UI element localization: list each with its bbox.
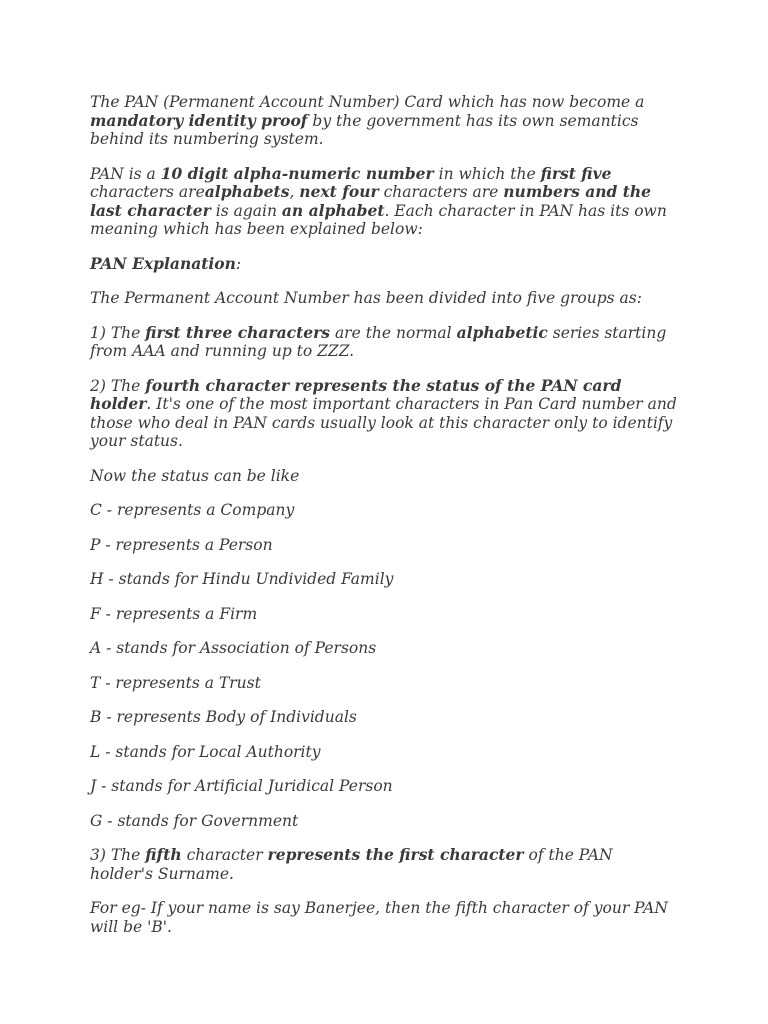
point-2: 2) The fourth character represents the status of the PAN card holder. It's one of the most important characters in Pan Card number and those who deal in PAN cards usually look at this character only to identify your status. bbox=[90, 375, 677, 450]
status-item: P - represents a Person bbox=[90, 535, 273, 554]
status-item: B - represents Body of Individuals bbox=[90, 708, 357, 726]
section-heading: PAN Explanation: bbox=[90, 253, 242, 273]
status-item: H - stands for Hindu Undivided Family bbox=[90, 570, 394, 588]
status-item: J - stands for Artificial Juridical Person bbox=[90, 777, 393, 795]
status-item: A - stands for Association of Persons bbox=[90, 639, 377, 657]
status-item: T - represents a Trust bbox=[90, 673, 261, 692]
example-paragraph: For eg- If your name is say Banerjee, then the fifth character of your PAN will be 'B'. bbox=[90, 899, 668, 936]
point-1: 1) The first three characters are the normal alphabetic series starting from AAA and running up to ZZZ. bbox=[90, 322, 667, 360]
status-item: C - represents a Company bbox=[90, 501, 295, 519]
status-item: G - stands for Government bbox=[90, 811, 299, 830]
pan-definition-paragraph: PAN is a 10 digit alpha-numeric number in which the first five characters arealphabets, next four characters are numbers and the last character is again an alphabet. Each character in PAN has its own meaning which has been explained below: bbox=[90, 163, 667, 238]
point-3: 3) The fifth character represents the first character of the PAN holder's Surname. bbox=[90, 845, 613, 883]
groups-intro: The Permanent Account Number has been divided into five groups as: bbox=[90, 289, 642, 307]
status-item: F - represents a Firm bbox=[90, 604, 258, 623]
status-intro: Now the status can be like bbox=[90, 466, 300, 485]
status-item: L - stands for Local Authority bbox=[90, 742, 321, 761]
article-body bbox=[90, 93, 680, 952]
intro-paragraph: The PAN (Permanent Account Number) Card which has now become a mandatory identity proof by the government has its own semantics behind its numbering system. bbox=[90, 93, 645, 148]
